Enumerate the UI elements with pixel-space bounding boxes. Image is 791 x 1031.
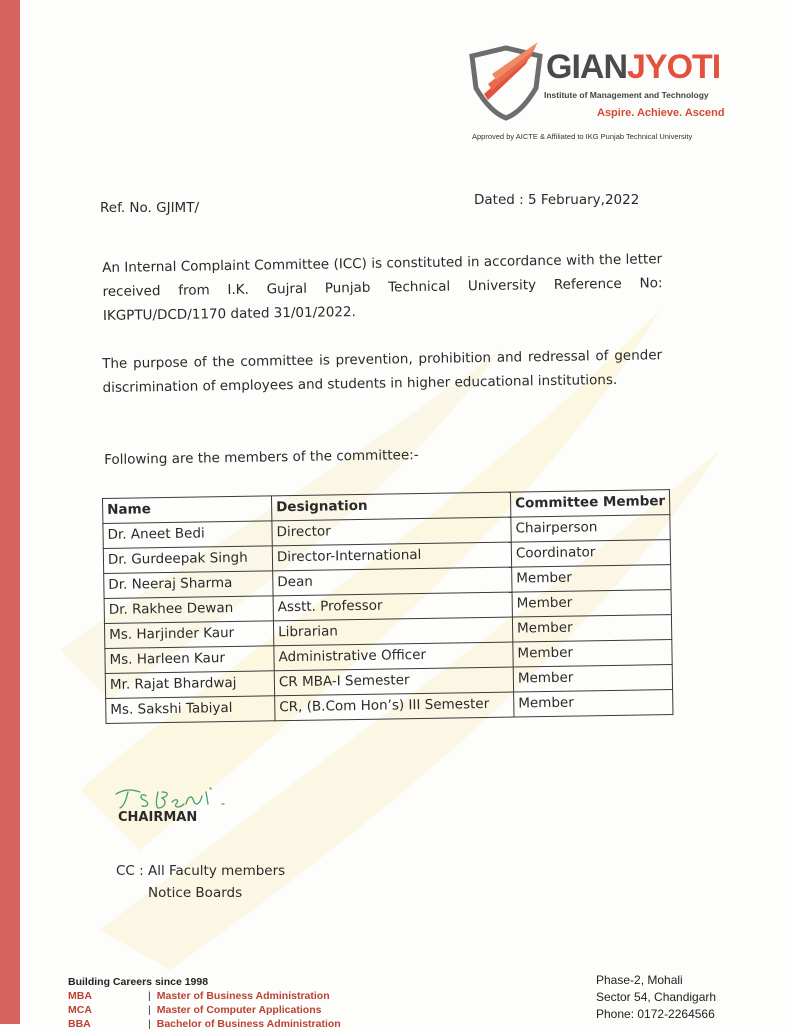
institute-name: GIANJYOTI bbox=[546, 48, 721, 86]
member-name: Ms. Sakshi Tabiyal bbox=[106, 696, 275, 724]
member-designation: CR MBA-I Semester bbox=[274, 667, 513, 696]
phone-number: Phone: 0172-2264566 bbox=[596, 1007, 715, 1021]
member-name: Ms. Harleen Kaur bbox=[105, 646, 274, 674]
header-name: Name bbox=[103, 496, 272, 524]
program-separator: | bbox=[148, 990, 151, 1002]
member-designation: Dean bbox=[273, 567, 512, 596]
member-designation: Director bbox=[272, 517, 511, 546]
program-row bbox=[68, 989, 341, 1003]
address-line-2: Sector 54, Chandigarh bbox=[596, 990, 717, 1004]
member-name: Dr. Gurdeepak Singh bbox=[103, 546, 272, 574]
member-designation: CR, (B.Com Hon’s) III Semester bbox=[275, 692, 514, 721]
reference-number: Ref. No. GJIMT/ bbox=[100, 200, 200, 216]
chairman-title: CHAIRMAN bbox=[118, 810, 198, 825]
member-name: Dr. Neeraj Sharma bbox=[104, 571, 273, 599]
member-role: Member bbox=[513, 640, 672, 667]
committee-table bbox=[102, 489, 673, 724]
address-line-1: Phase-2, Mohali bbox=[596, 973, 683, 987]
chevron-shield-icon bbox=[466, 42, 546, 122]
program-row bbox=[68, 1003, 341, 1017]
header-committee-member: Committee Member bbox=[510, 490, 669, 517]
program-code: BBA bbox=[68, 1018, 91, 1030]
header-designation: Designation bbox=[271, 492, 510, 521]
member-designation: Librarian bbox=[273, 617, 512, 646]
program-code: MBA bbox=[68, 990, 92, 1002]
member-role: Member bbox=[512, 615, 671, 642]
program-name: Master of Business Administration bbox=[156, 990, 330, 1002]
members-intro: Following are the members of the committee:- bbox=[104, 447, 419, 468]
approval-note: Approved by AICTE & Affiliated to IKG Punjab Technical University bbox=[472, 132, 693, 141]
member-name: Mr. Rajat Bhardwaj bbox=[105, 671, 274, 699]
member-role: Coordinator bbox=[511, 540, 670, 567]
institute-tagline: Aspire. Achieve. Ascend bbox=[597, 107, 725, 119]
footer-since: Building Careers since 1998 bbox=[68, 976, 209, 988]
member-role: Member bbox=[512, 590, 671, 617]
program-separator: | bbox=[148, 1004, 151, 1016]
member-role: Member bbox=[512, 565, 671, 592]
member-role: Member bbox=[514, 690, 673, 717]
member-designation: Director-International bbox=[272, 542, 511, 571]
paragraph-purpose: The purpose of the committee is prevention, prohibition and redressal of gender discrimination of employees and students in higher educational institutions. bbox=[102, 347, 663, 396]
program-separator: | bbox=[148, 1018, 151, 1030]
member-role: Chairperson bbox=[511, 515, 670, 542]
member-designation: Asstt. Professor bbox=[273, 592, 512, 621]
member-name: Dr. Aneet Bedi bbox=[103, 521, 272, 549]
program-code: MCA bbox=[68, 1004, 92, 1016]
member-name: Ms. Harjinder Kaur bbox=[104, 621, 273, 649]
footer-address bbox=[596, 972, 716, 1023]
program-name: Master of Computer Applications bbox=[156, 1004, 322, 1016]
cc-line-notice-boards: Notice Boards bbox=[148, 885, 243, 901]
cc-line-faculty: CC : All Faculty members bbox=[116, 863, 286, 879]
member-role: Member bbox=[513, 665, 672, 692]
letter-date: Dated : 5 February,2022 bbox=[474, 192, 640, 208]
footer-programs bbox=[68, 975, 341, 1031]
left-margin-stripe bbox=[0, 0, 20, 1024]
institute-subtitle: Institute of Management and Technology bbox=[544, 90, 709, 100]
paragraph-constitution: An Internal Complaint Committee (ICC) is constituted in accordance with the letter received from I.K. Gujral Punjab Technical University Reference No: IKGPTU/DCD/1170 dated 31/01/2022. bbox=[102, 251, 663, 324]
member-name: Dr. Rakhee Dewan bbox=[104, 596, 273, 624]
program-name: Bachelor of Business Administration bbox=[156, 1018, 341, 1030]
program-row bbox=[68, 1017, 341, 1031]
cc-block bbox=[116, 860, 285, 904]
member-designation: Administrative Officer bbox=[274, 642, 513, 671]
